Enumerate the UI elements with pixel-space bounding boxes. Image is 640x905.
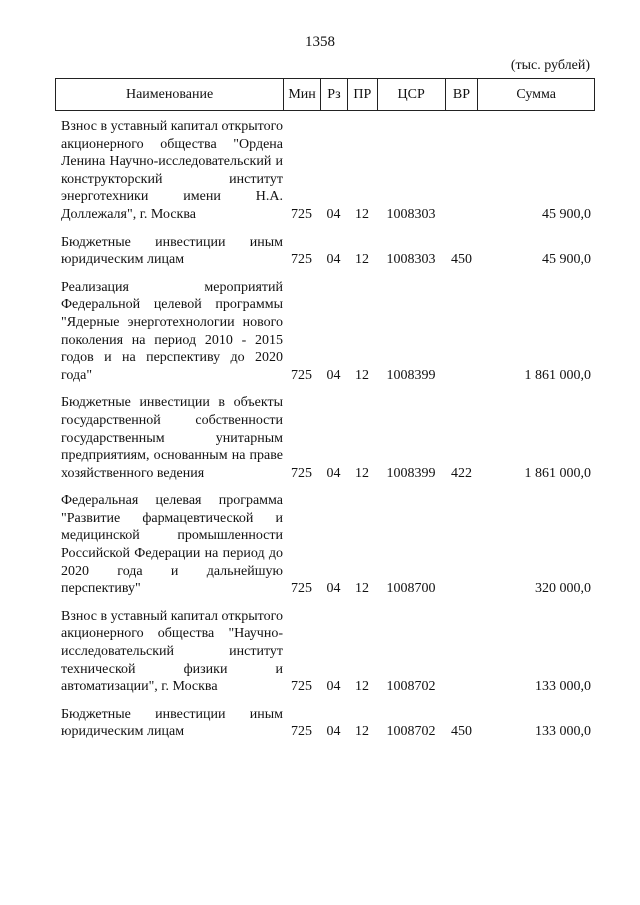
row-vr: 450 <box>451 724 472 740</box>
row-name: Реализация мероприятий Федеральной целевой программы "Ядерные энерготехнологии нового поколения на период 2010 - 2015 годов и на перспективу до 2020 года" <box>61 279 283 383</box>
row-sum: 320 000,0 <box>535 581 591 597</box>
header-name: Наименование <box>125 86 214 102</box>
row-min: 725 <box>291 252 312 268</box>
page-number: 1358 <box>305 34 335 50</box>
row-name: Бюджетные инвестиции в объекты государственной собственности государственным унитарным предприятиям, основанным на праве хозяйственного ведения <box>61 395 283 481</box>
row-sum: 1 861 000,0 <box>524 465 591 481</box>
row-csr: 1008702 <box>386 679 436 695</box>
row-pr: 12 <box>355 252 369 268</box>
row-min: 725 <box>291 465 312 481</box>
row-name: Бюджетные инвестиции иным юридическим лицам <box>61 706 283 740</box>
header-csr: ЦСР <box>377 79 445 110</box>
row-csr: 1008303 <box>386 206 436 222</box>
row-name: Бюджетные инвестиции иным юридическим лицам <box>61 234 283 268</box>
row-csr: 1008399 <box>386 465 436 481</box>
row-pr: 12 <box>355 679 369 695</box>
row-name: Федеральная целевая программа "Развитие фармацевтической и медицинской промышленности Российской Федерации на период до 2020 года и дальнейшую перспективу" <box>61 493 283 597</box>
row-rz: 04 <box>326 724 341 740</box>
header-vr: ВР <box>445 79 478 110</box>
row-rz: 04 <box>326 367 341 383</box>
row-sum: 133 000,0 <box>535 679 591 695</box>
table-row <box>55 706 595 741</box>
row-sum: 133 000,0 <box>535 724 591 740</box>
table-row <box>55 608 595 696</box>
row-vr: 422 <box>451 465 472 481</box>
row-vr: 450 <box>451 252 472 268</box>
row-csr: 1008303 <box>386 252 436 268</box>
row-pr: 12 <box>355 465 369 481</box>
row-sum: 45 900,0 <box>542 252 591 268</box>
row-rz: 04 <box>326 206 341 222</box>
row-pr: 12 <box>355 206 369 222</box>
table-row <box>55 279 595 385</box>
row-rz: 04 <box>326 581 341 597</box>
row-pr: 12 <box>355 581 369 597</box>
row-min: 725 <box>291 206 312 222</box>
table-row <box>55 234 595 269</box>
table-row <box>55 118 595 224</box>
row-sum: 1 861 000,0 <box>524 367 591 383</box>
table-row <box>55 492 595 598</box>
row-pr: 12 <box>355 367 369 383</box>
row-min: 725 <box>291 367 312 383</box>
table-header <box>55 78 595 111</box>
row-csr: 1008702 <box>386 724 436 740</box>
header-sum: Сумма <box>477 79 594 110</box>
row-rz: 04 <box>326 679 341 695</box>
row-csr: 1008399 <box>386 367 436 383</box>
row-rz: 04 <box>326 465 341 481</box>
row-csr: 1008700 <box>386 581 436 597</box>
row-rz: 04 <box>326 252 341 268</box>
row-sum: 45 900,0 <box>542 206 591 222</box>
table-row <box>55 394 595 482</box>
row-pr: 12 <box>355 724 369 740</box>
budget-table <box>55 78 595 751</box>
row-min: 725 <box>291 581 312 597</box>
units-label: (тыс. рублей) <box>510 58 590 73</box>
row-min: 725 <box>291 679 312 695</box>
header-min: Мин <box>283 79 320 110</box>
header-rz: Рз <box>320 79 347 110</box>
row-min: 725 <box>291 724 312 740</box>
header-pr: ПР <box>347 79 377 110</box>
row-name: Взнос в уставный капитал открытого акционерного общества "Научно-исследовательский институт технической физики и автоматизации", г. Москва <box>61 608 283 695</box>
table-body <box>55 118 595 741</box>
row-name: Взнос в уставный капитал открытого акционерного общества "Ордена Ленина Научно-исследовательский и конструкторский институт энерготехники имени Н.А. Доллежаля", г. Москва <box>61 119 283 222</box>
